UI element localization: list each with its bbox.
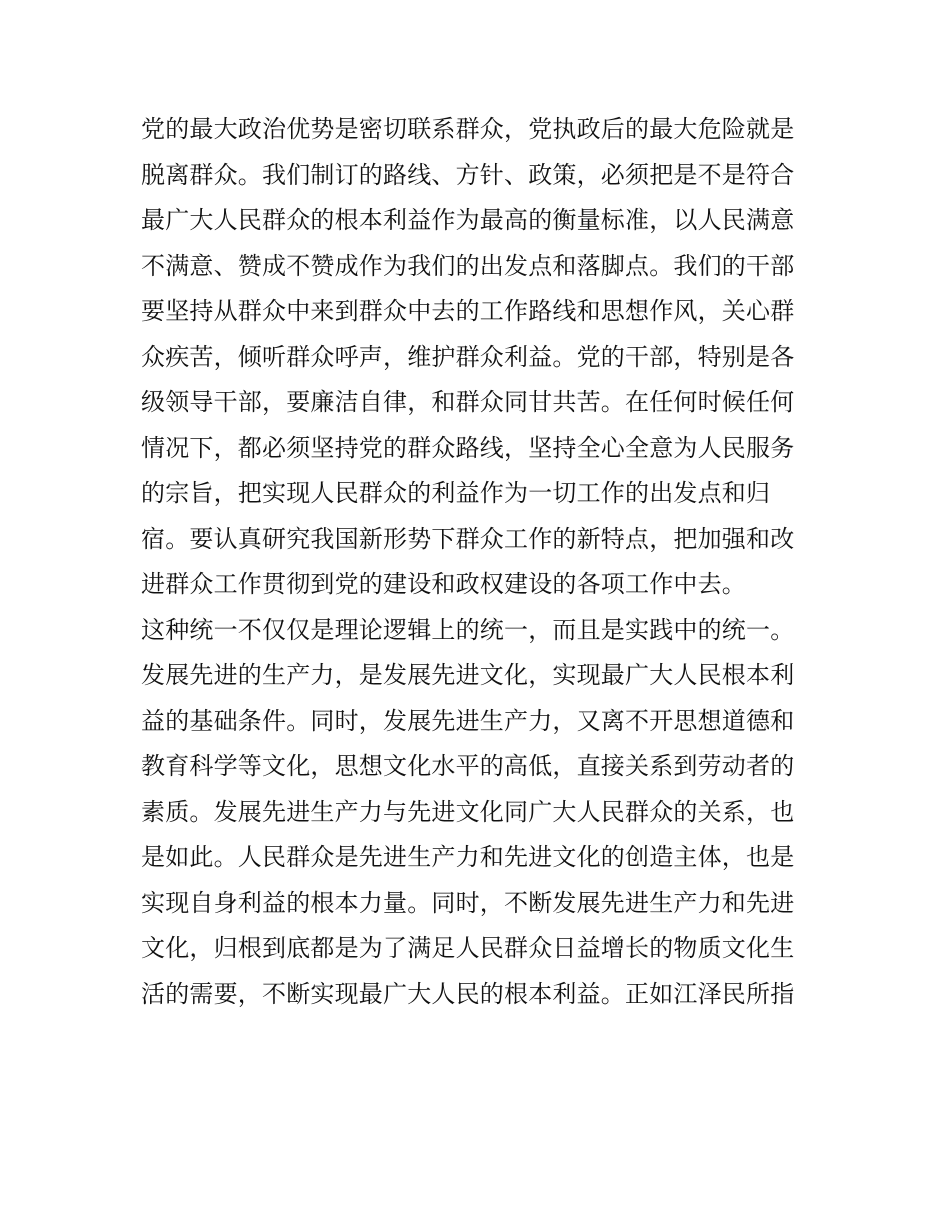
body-text [141, 107, 841, 1017]
text-line: 要坚持从群众中来到群众中去的工作路线和思想作风，关心群 [141, 297, 795, 325]
text-line: 文化，归根到底都是为了满足人民群众日益增长的物质文化生 [141, 934, 795, 962]
text-line: 素质。发展先进生产力与先进文化同广大人民群众的关系，也 [141, 797, 795, 826]
text-line: 宿。要认真研究我国新形势下群众工作的新特点，把加强和改 [141, 524, 795, 553]
text-line: 教育科学等文化，思想文化水平的高低，直接关系到劳动者的 [141, 752, 795, 780]
text-line: 情况下，都必须坚持党的群众路线，坚持全心全意为人民服务 [141, 433, 795, 462]
text-line: 党的最大政治优势是密切联系群众，党执政后的最大危险就是 [141, 115, 795, 143]
text-line: 最广大人民群众的根本利益作为最高的衡量标准，以人民满意 [141, 206, 795, 234]
text-line: 级领导干部，要廉洁自律，和群众同甘共苦。在任何时候任何 [141, 388, 795, 416]
text-line: 发展先进的生产力，是发展先进文化，实现最广大人民根本利 [141, 661, 795, 689]
text-line: 是如此。人民群众是先进生产力和先进文化的创造主体，也是 [141, 843, 795, 871]
text-line: 脱离群众。我们制订的路线、方针、政策，必须把是不是符合 [141, 160, 795, 189]
text-line: 活的需要，不断实现最广大人民的根本利益。正如江泽民所指 [141, 979, 795, 1008]
text-line: 众疾苦，倾听群众呼声，维护群众利益。党的干部，特别是各 [141, 342, 795, 371]
text-line: 进群众工作贯彻到党的建设和政权建设的各项工作中去。 [141, 570, 746, 598]
text-line: 不满意、赞成不赞成作为我们的出发点和落脚点。我们的干部 [141, 251, 795, 280]
text-line: 这种统一不仅仅是理论逻辑上的统一，而且是实践中的统一。 [141, 615, 795, 644]
text-line: 实现自身利益的根本力量。同时，不断发展先进生产力和先进 [141, 888, 795, 917]
text-line: 益的基础条件。同时，发展先进生产力，又离不开思想道德和 [141, 706, 795, 735]
text-line: 的宗旨，把实现人民群众的利益作为一切工作的出发点和归 [141, 479, 771, 507]
